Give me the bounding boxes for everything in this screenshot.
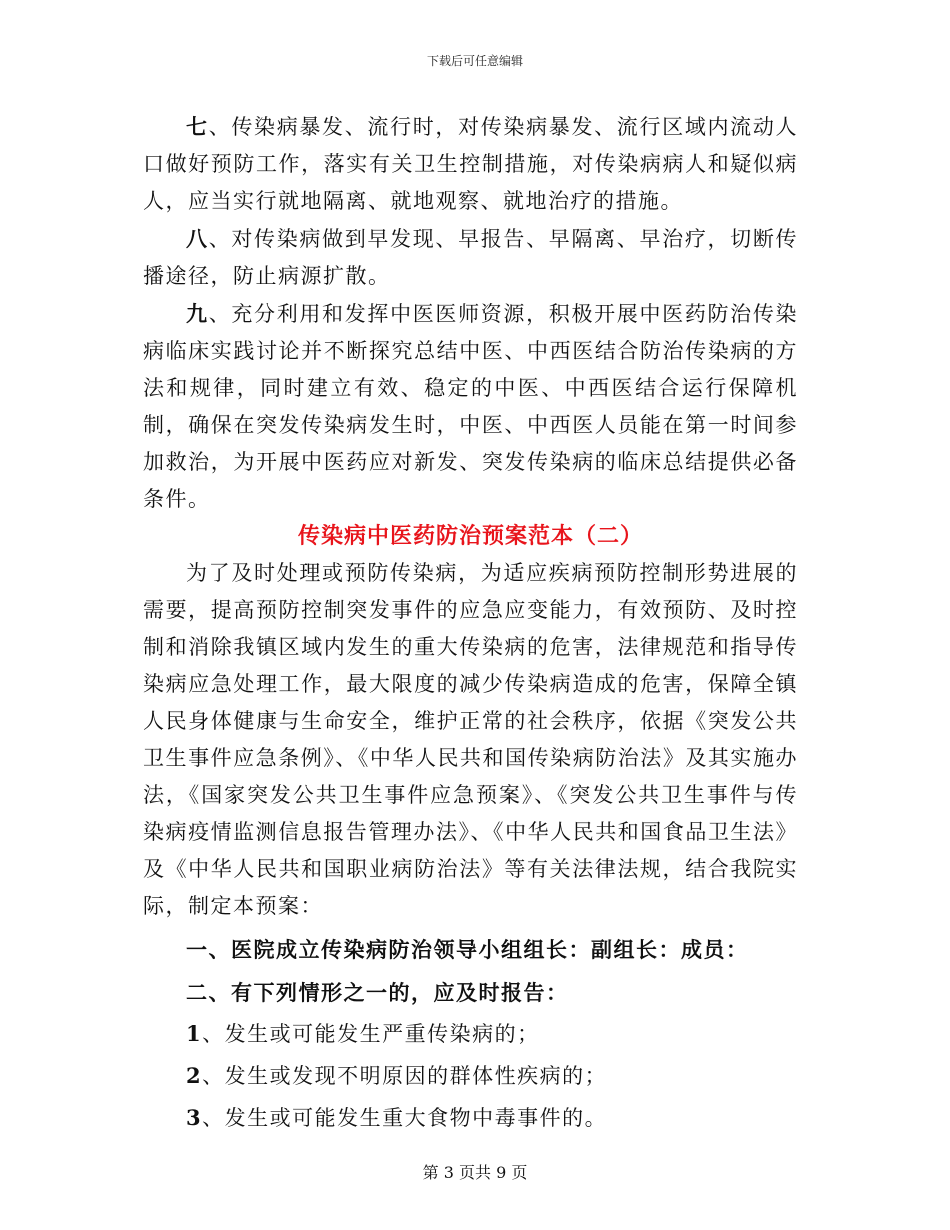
paragraph-seven-number: 七 (186, 114, 209, 139)
list-item (143, 1015, 798, 1053)
intro-paragraph: 为了及时处理或预防传染病，为适应疾病预防控制形势进展的需要，提高预防控制突发事件的应急应变能力，有效预防、及时控制和消除我镇区域内发生的重大传染病的危害，法律规范和指导传染病应急处理工作，最大限度的减少传染病造成的危害，保障全镇人民身体健康与生命安全，维护正常的社会秩序，依据《突发公共卫生事件应急条例》、《中华人民共和国传染病防治法》及其实施办法，《国家突发公共卫生事件应急预案》、《突发公共卫生事件与传染病疫情监测信息报告管理办法》、《中华人民共和国食品卫生法》及《中华人民共和国职业病防治法》等有关法律法规，结合我院实际，制定本预案： (143, 561, 798, 918)
page-header: 下载后可任意编辑 (426, 54, 523, 68)
paragraph-seven (143, 108, 798, 220)
list-item-text: 、发生或可能发生严重传染病的； (202, 1022, 540, 1046)
list-item-number: 2 (186, 1063, 203, 1088)
paragraph-nine-number: 九 (186, 301, 209, 326)
page-footer: 第 3 页共 9 页 (422, 1163, 528, 1182)
list-item-number: 1 (186, 1021, 203, 1046)
list-item (143, 1057, 798, 1095)
document-body (143, 108, 798, 1137)
list-item-text: 、发生或发现不明原因的群体性疾病的； (202, 1064, 608, 1088)
list-item-number: 3 (186, 1105, 203, 1130)
paragraph-eight-text: 、对传染病做到早发现、早报告、早隔离、早治疗，切断传播途径，防止病源扩散。 (143, 227, 799, 288)
section-title: 传染病中医药防治预案范本（二） (297, 523, 643, 549)
heading-report-conditions: 二、有下列情形之一的，应及时报告： (186, 980, 569, 1005)
list-item (143, 1099, 798, 1137)
list-item-text: 、发生或可能发生重大食物中毒事件的。 (202, 1106, 608, 1130)
paragraph-eight (143, 220, 798, 295)
heading-leadership-group: 一、医院成立传染病防治领导小组组长：副组长：成员： (186, 937, 749, 962)
paragraph-seven-text: 、传染病暴发、流行时，对传染病暴发、流行区域内流动人口做好预防工作，落实有关卫生控制措施，对传染病病人和疑似病人，应当实行就地隔离、就地观察、就地治疗的措施。 (143, 115, 799, 213)
paragraph-eight-number: 八 (186, 226, 209, 251)
paragraph-nine (143, 295, 798, 518)
paragraph-nine-text: 、充分利用和发挥中医医师资源，积极开展中医药防治传染病临床实践讨论并不断探究总结中医、中西医结合防治传染病的方法和规律，同时建立有效、稳定的中医、中西医结合运行保障机制，确保在突发传染病发生时，中医、中西医人员能在第一时间参加救治，为开展中医药应对新发、突发传染病的临床总结提供必备条件。 (143, 302, 799, 511)
